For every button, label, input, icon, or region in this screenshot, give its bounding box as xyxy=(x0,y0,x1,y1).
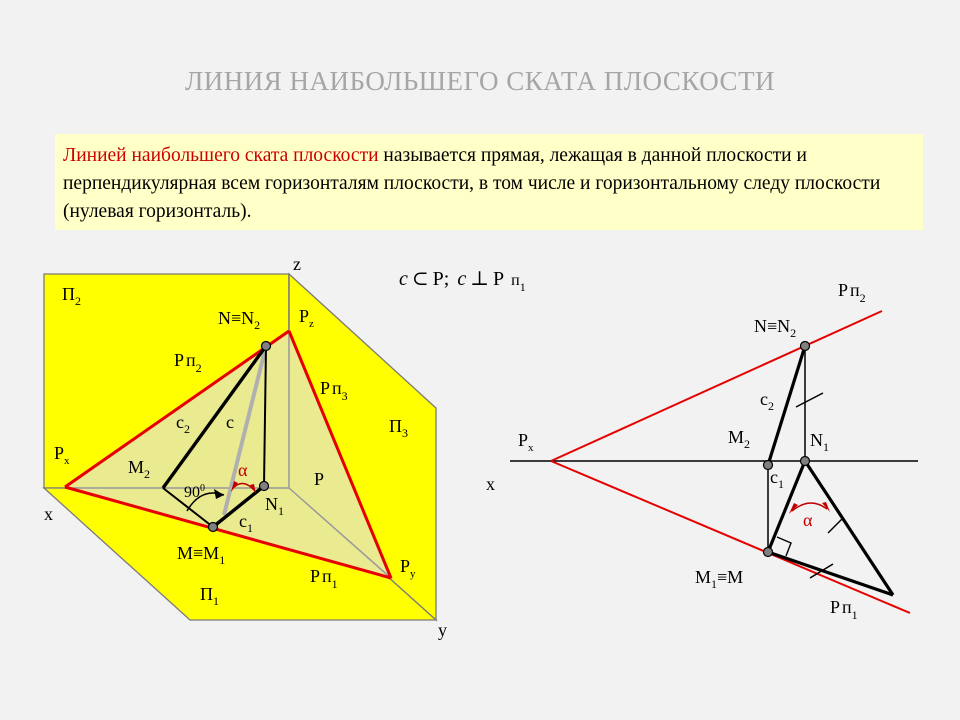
label-z: z xyxy=(293,254,301,274)
label-N1-right: $N_1$ xyxy=(810,430,829,454)
label-x-right: x xyxy=(486,474,495,494)
label-Ppi1-right: P $п_1$ xyxy=(830,597,858,622)
right-angle-mark xyxy=(777,537,791,556)
alpha-arrow-right-1 xyxy=(789,503,798,514)
point-N xyxy=(262,342,271,351)
tick-c1-right xyxy=(828,519,842,533)
label-Py: $P_y$ xyxy=(400,556,416,580)
label-c2: $c_2$ xyxy=(176,412,190,436)
formula: c ⊂ P; c ⊥ P $п_1$ xyxy=(399,268,526,294)
spatial-view xyxy=(44,254,447,640)
definition-term: Линией наибольшего ската плоскости xyxy=(63,145,379,166)
label-pi2: $П_2$ xyxy=(62,284,81,308)
point-N1-right xyxy=(801,457,810,466)
label-90-deg: $90^0$ xyxy=(184,483,205,501)
label-pi1: $П_1$ xyxy=(200,584,219,608)
label-c1: $c_1$ xyxy=(239,511,253,535)
orthographic-view xyxy=(486,280,918,622)
tick-c2 xyxy=(796,393,823,407)
label-c2-right: $c_2$ xyxy=(760,389,774,413)
point-N-right xyxy=(801,342,810,351)
label-N1: $N_1$ xyxy=(265,494,284,518)
label-N-N2-right: $N\equiv N_2$ xyxy=(754,316,797,340)
label-x: x xyxy=(44,504,53,524)
label-Ppi2: P $п_2$ xyxy=(174,350,202,375)
label-P: P xyxy=(314,469,325,489)
label-alpha-left: α xyxy=(238,460,248,480)
point-M1-right xyxy=(764,548,773,557)
label-M2-right: $M_2$ xyxy=(728,427,751,451)
point-N1 xyxy=(260,482,269,491)
slide-title: ЛИНИЯ НАИБОЛЬШЕГО СКАТА ПЛОСКОСТИ xyxy=(184,66,776,96)
label-Px: $P_x$ xyxy=(54,443,70,467)
label-M-M1: $M\equiv M_1$ xyxy=(177,543,226,567)
label-N-N2: $N\equiv N_2$ xyxy=(218,308,261,332)
label-M1-M-right: $M_1\equiv M$ xyxy=(695,567,744,591)
definition-body: называется прямая, лежащая в данной плоскости и перпендикулярная всем горизонталям плоскости, в том числе и горизонтальному следу плоскости (нулевая горизонталь). xyxy=(63,145,881,222)
label-Pz: $P_z$ xyxy=(299,306,314,330)
label-Ppi2-right: P $п_2$ xyxy=(838,280,866,305)
label-Ppi3: P $п_3$ xyxy=(320,378,348,403)
label-alpha-right: α xyxy=(803,510,813,530)
point-M xyxy=(209,523,218,532)
label-Px-right: $P_x$ xyxy=(518,430,534,454)
red-trace-ppi2-right xyxy=(551,311,882,461)
label-c: c xyxy=(226,412,234,432)
label-pi3: $П_3$ xyxy=(389,416,408,440)
label-Ppi1: P $п_1$ xyxy=(310,566,338,591)
label-c1-right: $c_1$ xyxy=(770,467,784,491)
label-M2: $M_2$ xyxy=(128,457,151,481)
true-slope-base xyxy=(768,552,893,595)
label-y: y xyxy=(438,620,447,640)
